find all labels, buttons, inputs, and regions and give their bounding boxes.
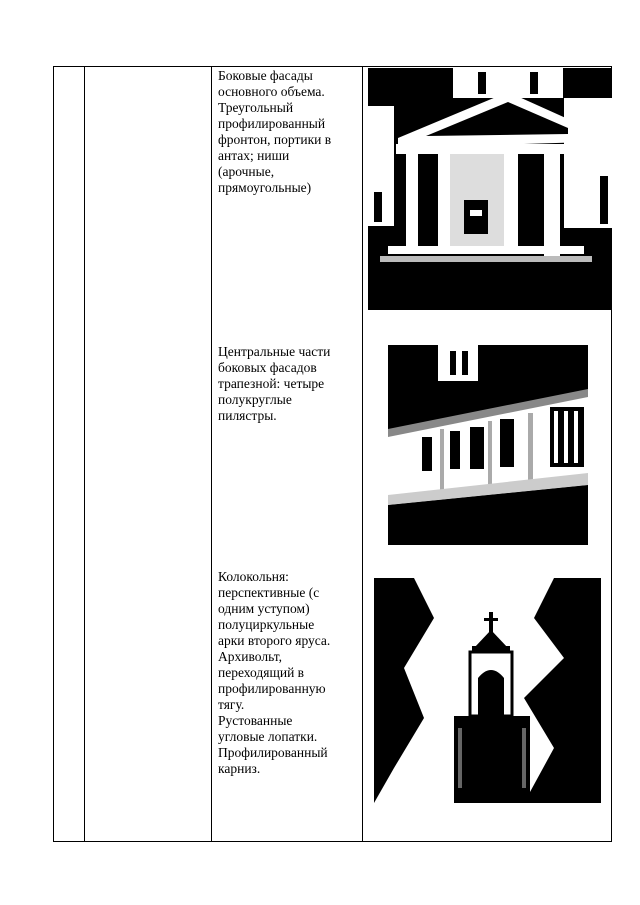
row-1-description: Боковые фасады основного объема. Треугольный профилированный фронтон, портики в антах; ниши (арочные, прямоугольные) — [218, 68, 332, 195]
row-3-description: Колокольня: перспективные (с одним уступом) полуциркульные арки второго яруса. Архивольт, переходящий в профилированную тягу. Рустованные угловые лопатки. Профилированный карниз. — [218, 569, 331, 776]
row-2-description: Центральные части боковых фасадов трапезной: четыре полукруглые пилястры. — [218, 344, 331, 423]
table-top-border — [53, 66, 612, 67]
refectory-facade-photo — [388, 345, 588, 545]
table-column-border — [211, 66, 212, 842]
table-column-border — [362, 66, 363, 842]
table-bottom-border — [53, 841, 612, 842]
table-column-border — [84, 66, 85, 842]
bell-tower-photo — [374, 578, 601, 803]
table-column-border — [53, 66, 54, 842]
church-portico-photo — [368, 68, 612, 310]
